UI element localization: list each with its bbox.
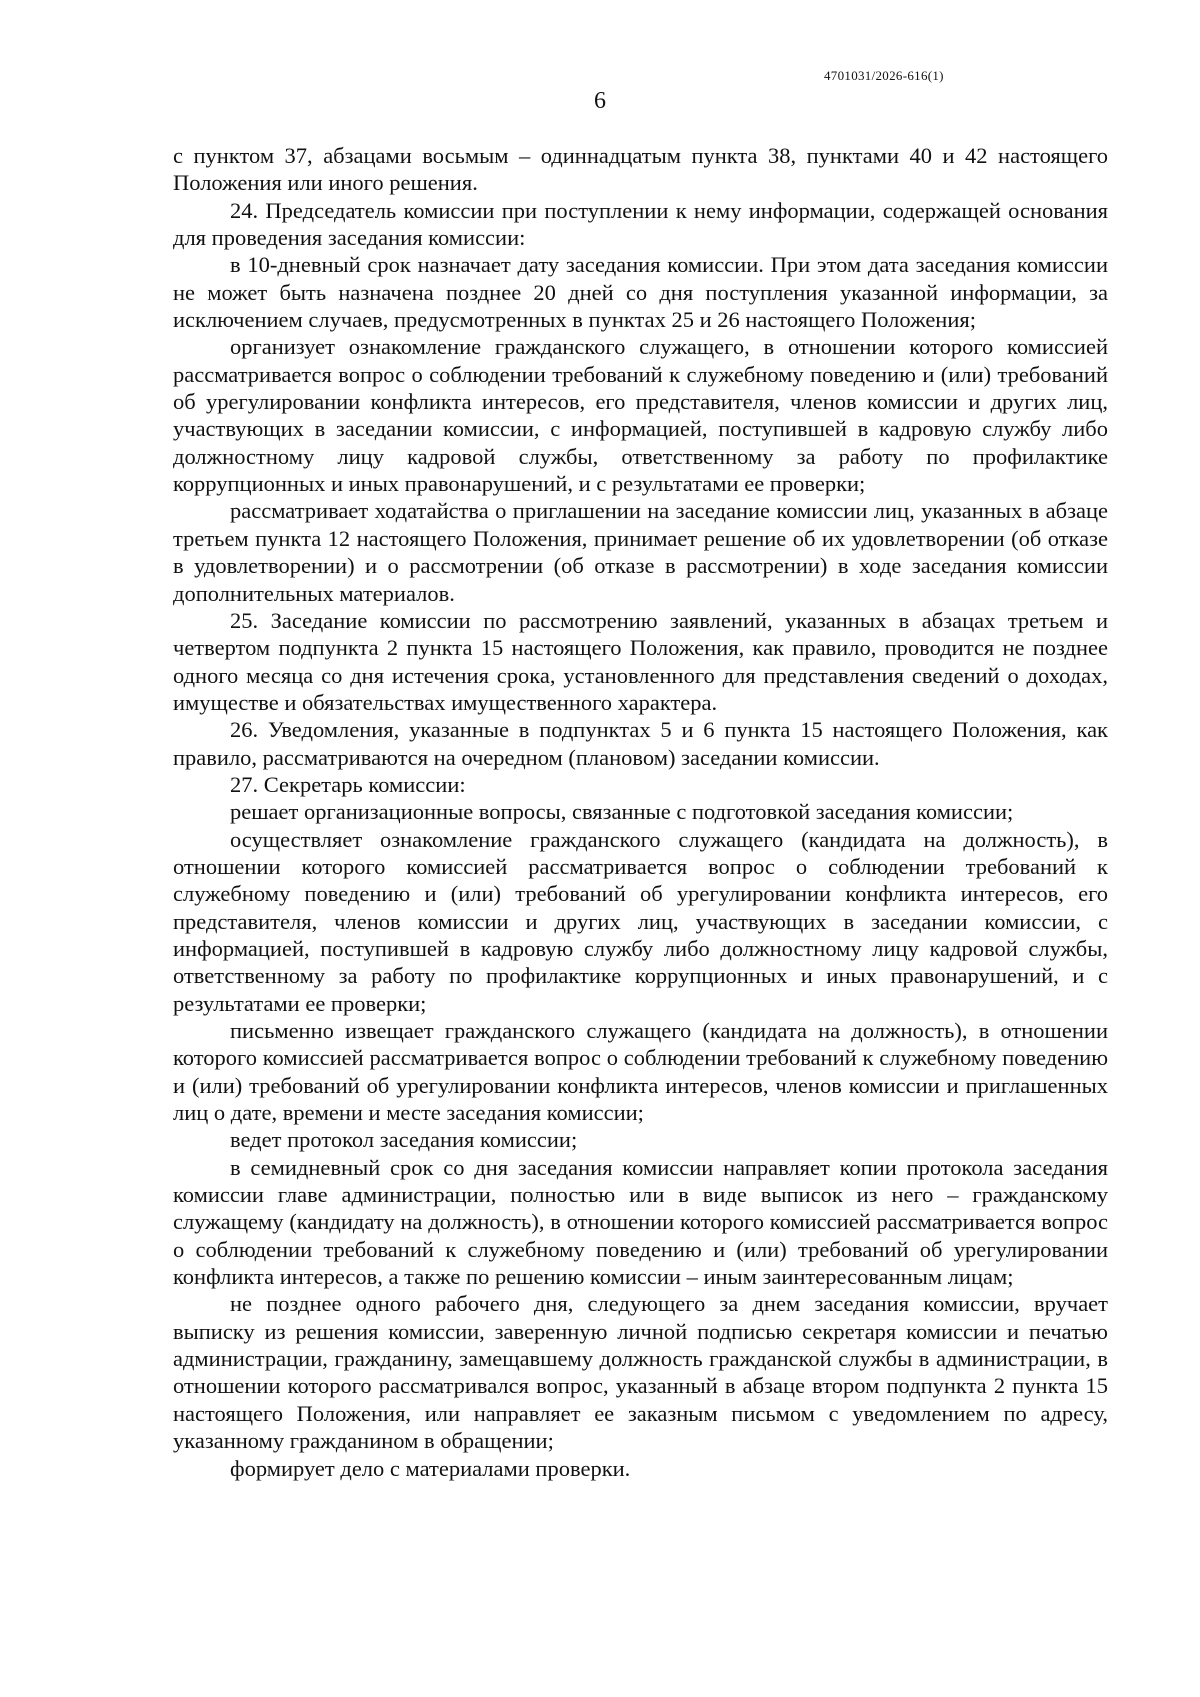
paragraph: рассматривает ходатайства о приглашении на заседание комиссии лиц, указанных в абзаце третьем пункта 12 настоящего Положения, принимает решение об их удовлетворении (об отказе в удовлетворении) и о рассмотрении (об отказе в рассмотрении) в ходе заседания комиссии дополнительных материалов. (173, 498, 1108, 606)
page-number: 6 (594, 88, 606, 114)
paragraph: письменно извещает гражданского служащего (кандидата на должность), в отношении которого комиссией рассматривается вопрос о соблюдении требований к служебному поведению и (или) требований об урегулировании конфликта интересов, членов комиссии и приглашенных лиц о дате, времени и месте заседания комиссии; (173, 1018, 1108, 1126)
paragraph: решает организационные вопросы, связанные с подготовкой заседания комиссии; (230, 799, 1014, 825)
paragraph: в 10-дневный срок назначает дату заседания комиссии. При этом дата заседания комиссии не может быть назначена позднее 20 дней со дня поступления указанной информации, за исключением случаев, предусмотренных в пунктах 25 и 26 настоящего Положения; (173, 252, 1108, 333)
paragraph: ведет протокол заседания комиссии; (230, 1127, 578, 1153)
paragraph-24: 24. Председатель комиссии при поступлении к нему информации, содержащей основания для проведения заседания комиссии: (173, 197, 1108, 251)
document-registration-code: 4701031/2026-616(1) (824, 68, 944, 83)
paragraph: в семидневный срок со дня заседания комиссии направляет копии протокола заседания комиссии главе администрации, полностью или в виде выписок из него – гражданскому служащему (кандидату на должность), в отношении которого комиссией рассматривается вопрос о соблюдении требований к служебному поведению и (или) требований об урегулировании конфликта интересов, а также по решению комиссии – иным заинтересованным лицам; (173, 1154, 1108, 1290)
paragraph: организует ознакомление гражданского служащего, в отношении которого комиссией рассматривается вопрос о соблюдении требований к служебному поведению и (или) требований об урегулировании конфликта интересов, его представителя, членов комиссии и других лиц, участвующих в заседании комиссии, с информацией, поступившей в кадровую службу либо должностному лицу кадровой службы, ответственному за работу по профилактике коррупционных и иных правонарушений, и с результатами ее проверки; (173, 334, 1108, 497)
paragraph: формирует дело с материалами проверки. (230, 1455, 631, 1481)
paragraph: не позднее одного рабочего дня, следующего за днем заседания комиссии, вручает выписку из решения комиссии, заверенную личной подписью секретаря комиссии и печатью администрации, гражданину, замещавшему должность гражданской службы в администрации, в отношении которого рассматривался вопрос, указанный в абзаце втором подпункта 2 пункта 15 настоящего Положения, или направляет ее заказным письмом с уведомлением по адресу, указанному гражданином в обращении; (173, 1291, 1108, 1454)
paragraph: с пунктом 37, абзацами восьмым – одиннадцатым пункта 38, пунктами 40 и 42 настоящего Положения или иного решения. (173, 143, 1108, 196)
paragraph-26: 26. Уведомления, указанные в подпунктах 5 и 6 пункта 15 настоящего Положения, как правило, рассматриваются на очередном (плановом) заседании комиссии. (173, 717, 1108, 770)
paragraph-25: 25. Заседание комиссии по рассмотрению заявлений, указанных в абзацах третьем и четвертом подпункта 2 пункта 15 настоящего Положения, как правило, проводится не позднее одного месяца со дня истечения срока, установленного для представления сведений о доходах, имуществе и обязательствах имущественного характера. (173, 607, 1108, 715)
paragraph-27: 27. Секретарь комиссии: (230, 771, 466, 797)
document-body (173, 142, 1108, 1482)
paragraph: осуществляет ознакомление гражданского служащего (кандидата на должность), в отношении которого комиссией рассматривается вопрос о соблюдении требований к служебному поведению и (или) требований об урегулировании конфликта интересов, его представителя, членов комиссии и других лиц, участвующих в заседании комиссии, с информацией, поступившей в кадровую службу либо должностному лицу кадровой службы, ответственному за работу по профилактике коррупционных и иных правонарушений, и с результатами ее проверки; (173, 826, 1108, 1016)
